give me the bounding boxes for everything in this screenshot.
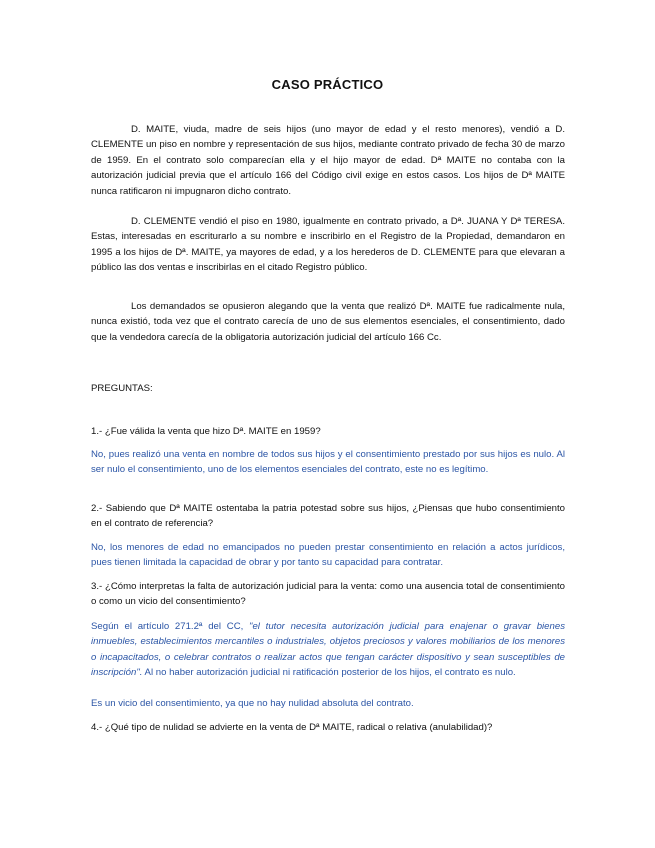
- answer-1: No, pues realizó una venta en nombre de todos sus hijos y el consentimiento prestado por sus hijos es nulo. Al ser nulo el consentimiento, uno de los elementos esenciales del contrato, este no es legítimo.: [91, 449, 565, 476]
- paragraph-2: D. CLEMENTE vendió el piso en 1980, igualmente en contrato privado, a Dª. JUANA Y Dª TERESA. Estas, interesadas en escriturarlo a su nombre e inscribirlo en el Registro de la Propiedad, demandaron en 1995 a los hijos de Dª. MAITE, ya mayores de edad, y a los herederos de D. CLEMENTE para que elevaran a público las dos ventas e inscribirlas en el citado Registro público.: [91, 216, 565, 274]
- question-4: 4.- ¿Qué tipo de nulidad se advierte en la venta de Dª MAITE, radical o relativa (anulabilidad)?: [91, 722, 493, 733]
- answer-3-tail: Al no haber autorización judicial ni ratificación posterior de los hijos, el contrato es nulo.: [142, 667, 516, 679]
- questions-heading: PREGUNTAS:: [91, 383, 153, 394]
- paragraph-1: D. MAITE, viuda, madre de seis hijos (uno mayor de edad y el resto menores), vendió a D. CLEMENTE un piso en nombre y representación de sus hijos, mediante contrato privado de fecha 30 de marzo de 1959. En el contrato solo comparecían ella y el hijo mayor de edad. Dª MAITE no contaba con la autorización judicial previa que el artículo 166 del Código civil exige en estos casos. Los hijos de Dª MAITE nunca ratificaron ni impugnaron dicho contrato.: [91, 124, 565, 197]
- answer-3b: Es un vicio del consentimiento, ya que no hay nulidad absoluta del contrato.: [91, 698, 414, 709]
- paragraph-3: Los demandados se opusieron alegando que la venta que realizó Dª. MAITE fue radicalmente nula, nunca existió, toda vez que el contrato carecía de uno de sus elementos esenciales, el consentimiento, dado que la vendedora carecía de la obligatoria autorización judicial del artículo 166 Cc.: [91, 301, 565, 343]
- answer-2: No, los menores de edad no emancipados no pueden prestar consentimiento en relación a actos jurídicos, pues tienen limitada la capacidad de obrar y por tanto su capacidad para contratar.: [91, 542, 565, 569]
- question-1: 1.- ¿Fue válida la venta que hizo Dª. MAITE en 1959?: [91, 426, 321, 437]
- question-2: 2.- Sabiendo que Dª MAITE ostentaba la patria potestad sobre sus hijos, ¿Piensas que hubo consentimiento en el contrato de referencia?: [91, 503, 565, 530]
- answer-3-lead: Según el artículo 271.2ª del CC,: [91, 621, 250, 632]
- answer-3: [91, 619, 565, 681]
- document-title: CASO PRÁCTICO: [271, 77, 384, 92]
- answer-3-quote: "el tutor necesita autorización judicial para enajenar o gravar bienes inmuebles, establecimientos mercantiles o industriales, objetos preciosos y valores mobiliarios de los menores o incapacitados, o celebrar contratos o realizar actos que tengan carácter dispositivo y sean susceptibles de inscripción".: [91, 621, 565, 679]
- question-3: 3.- ¿Cómo interpretas la falta de autorización judicial para la venta: como una ausencia total de consentimiento o como un vicio del consentimiento?: [91, 581, 565, 608]
